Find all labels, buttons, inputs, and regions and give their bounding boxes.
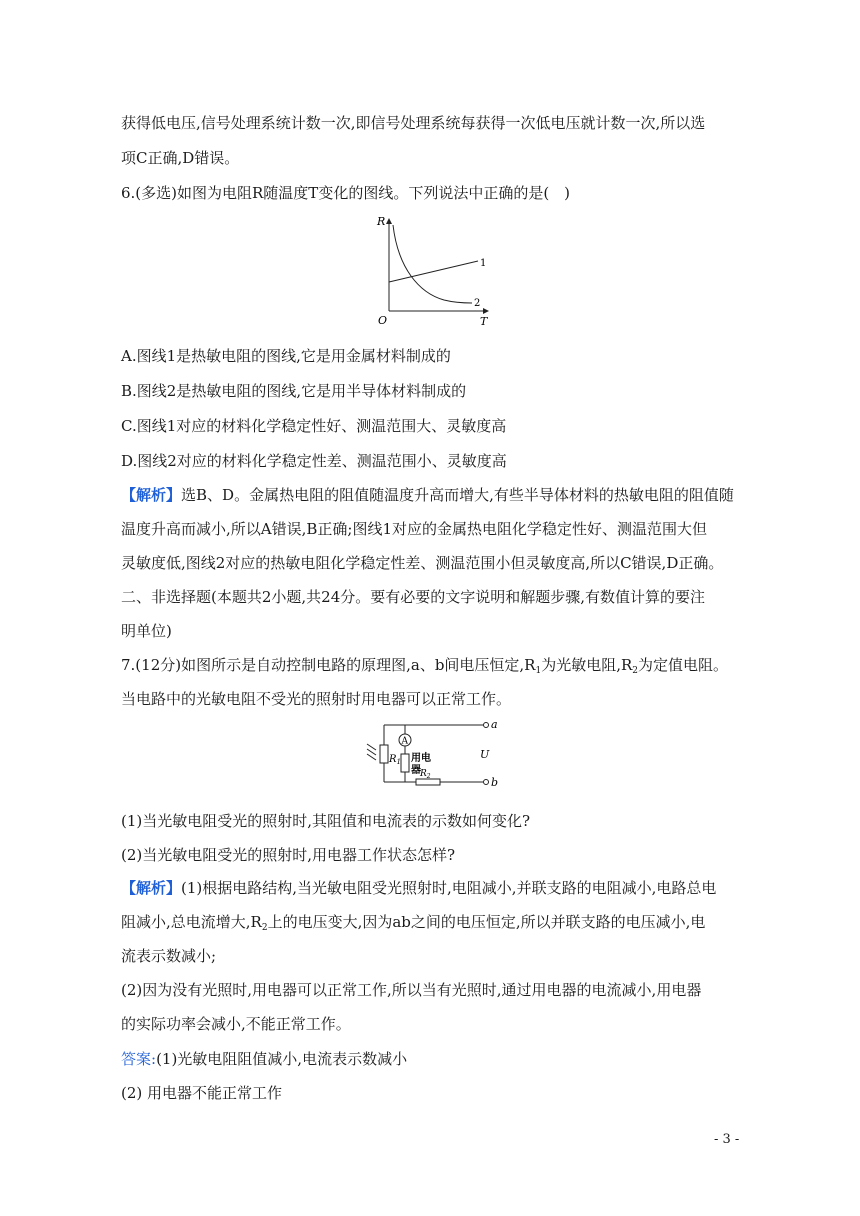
q7-analysis-line-4: (2)因为没有光照时,用电器可以正常工作,所以当有光照时,通过用电器的电流减小,用电器 [121, 981, 702, 999]
light-ray-1 [367, 744, 376, 750]
terminal-a [484, 723, 489, 728]
q6-analysis-line-2: 温度升高而减小,所以A错误,B正确;图线1对应的金属热电阻化学稳定性好、测温范围大但 [121, 520, 707, 538]
x-axis-label: T [480, 315, 488, 328]
curve-2-label: 2 [474, 298, 481, 309]
device-label-2: 器 [411, 765, 421, 776]
r2-label: $R_2$ [420, 769, 431, 780]
analysis-tag: 【解析】 [121, 486, 182, 504]
voltage-label: U [480, 748, 490, 761]
answer-1: (1)光敏电阻阻值减小,电流表示数减小 [156, 1050, 408, 1068]
q7-stem-part-a: 7.(12分)如图所示是自动控制电路的原理图,a、b间电压恒定,R [121, 656, 536, 674]
light-ray-3 [367, 754, 376, 760]
electrical-device [401, 754, 409, 772]
option-a: A.图线1是热敏电阻的图线,它是用金属材料制成的 [121, 347, 451, 365]
answer-line-2: (2) 用电器不能正常工作 [121, 1084, 283, 1102]
curve-1 [389, 261, 478, 282]
device-label-1: 用电 [411, 753, 431, 764]
q7-analysis-text-2a: 阻减小,总电流增大,R [121, 913, 262, 931]
terminal-a-label: a [491, 718, 498, 731]
answer-line-1 [121, 1049, 407, 1069]
q7-analysis-sub: 2 [261, 923, 268, 933]
page-number: - 3 - [714, 1132, 740, 1147]
control-circuit-diagram [360, 716, 510, 792]
light-ray-2 [367, 749, 376, 755]
answer-label: 答案: [121, 1050, 157, 1068]
q7-analysis-line-5: 的实际功率会减小,不能正常工作。 [121, 1015, 351, 1033]
q7-analysis-text-2b: 上的电压变大,因为ab之间的电压恒定,所以并联支路的电压减小,电 [267, 913, 706, 931]
r1-label: $R_1$ [389, 754, 401, 766]
q6-analysis-text-1: 选B、D。金属热电阻的阻值随温度升高而增大,有些半导体材料的热敏电阻的阻值随 [181, 486, 734, 504]
terminal-b [484, 780, 489, 785]
photoresistor-r1 [380, 745, 388, 763]
q7-stem-sub-2: 2 [632, 666, 639, 676]
question-7-stem-line-1 [121, 655, 728, 681]
q7-stem-part-c: 为定值电阻。 [638, 656, 729, 674]
resistance-temperature-graph [374, 213, 504, 328]
prev-analysis-line-1: 获得低电压,信号处理系统计数一次,即信号处理系统每获得一次低电压就计数一次,所以选 [121, 114, 706, 132]
origin-label: O [378, 314, 388, 327]
analysis-tag: 【解析】 [121, 879, 182, 897]
q6-analysis-line-3: 灵敏度低,图线2对应的热敏电阻化学稳定性差、测温范围小但灵敏度高,所以C错误,D正确。 [121, 554, 724, 572]
q6-analysis-line-1 [121, 485, 734, 505]
option-b: B.图线2是热敏电阻的图线,它是用半导体材料制成的 [121, 382, 467, 400]
q7-analysis-line-3: 流表示数减小; [121, 947, 217, 965]
ammeter-label: A [401, 736, 408, 747]
curve-1-label: 1 [480, 258, 487, 269]
q7-analysis-line-1 [121, 878, 716, 898]
y-axis-label: R [377, 215, 386, 228]
prev-analysis-line-2: 项C正确,D错误。 [121, 149, 240, 167]
q7-sub-question-1: (1)当光敏电阻受光的照射时,其阻值和电流表的示数如何变化? [121, 812, 531, 830]
q7-analysis-text-1: (1)根据电路结构,当光敏电阻受光照射时,电阻减小,并联支路的电阻减小,电路总电 [181, 879, 717, 897]
question-7-stem-line-2: 当电路中的光敏电阻不受光的照射时用电器可以正常工作。 [121, 690, 512, 708]
q7-stem-part-b: 为光敏电阻,R [541, 656, 633, 674]
section-2-heading-line-2: 明单位) [121, 622, 172, 640]
q7-sub-question-2: (2)当光敏电阻受光的照射时,用电器工作状态怎样? [121, 846, 456, 864]
option-c: C.图线1对应的材料化学稳定性好、测温范围大、灵敏度高 [121, 417, 507, 435]
section-2-heading-line-1: 二、非选择题(本题共2小题,共24分。要有必要的文字说明和解题步骤,有数值计算的要注 [121, 588, 706, 606]
option-d: D.图线2对应的材料化学稳定性差、测温范围小、灵敏度高 [121, 452, 507, 470]
terminal-b-label: b [491, 776, 499, 789]
curve-2 [393, 225, 472, 303]
question-6-stem: 6.(多选)如图为电阻R随温度T变化的图线。下列说法中正确的是( ) [121, 184, 571, 202]
q7-analysis-line-2 [121, 912, 705, 938]
q7-stem-sub-1: 1 [535, 666, 542, 676]
